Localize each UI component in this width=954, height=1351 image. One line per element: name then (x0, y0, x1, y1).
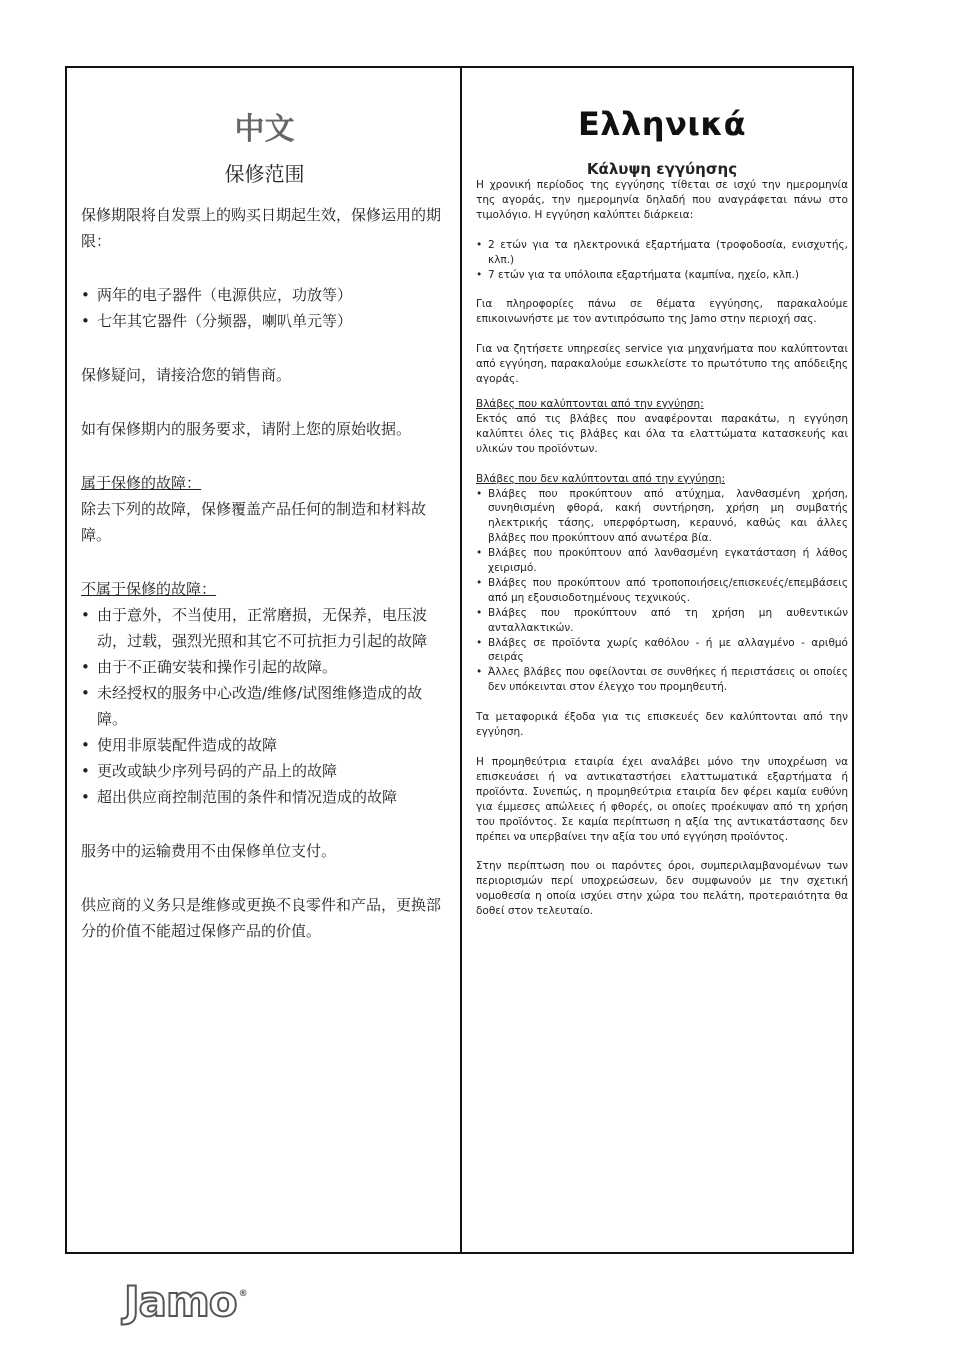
list-item: • 未经授权的服务中心改造/维修/试图维修造成的故障。 (81, 680, 448, 732)
greek-obligation: Η προμηθεύτρια εταιρία έχει αναλάβει μόνο την υποχρέωση να επισκευάσει ή να αντικαταστήσει ελαττωματικά εξαρτήματα ή προϊόντα. Συνεπώς, η προμηθεύτρια εταιρία δεν φέρει καμία ευθύνη για έμμεσες απώλειες ή φθορές, οι οποίες προέκυψαν από τη χρήση του προϊόντος. Σε καμία περίπτωση η αξία της αντικατάστασης δεν πρέπει να υπερβαίνει την αξία του υπό εγγύηση προϊόντος. (476, 756, 848, 843)
chinese-period-list (81, 282, 448, 334)
greek-column (462, 68, 854, 919)
chinese-period-intro: 保修期限将自发票上的购买日期起生效，保修运用的期限： (81, 206, 442, 250)
greek-covered-text: Εκτός από τις βλάβες που αναφέρονται παρακάτω, η εγγύηση καλύπτει όλες τις βλάβες και όλα τα ελαττώματα κατασκευής και υλικών του προϊόντων. (476, 412, 848, 455)
greek-contact: Για πληροφορίες πάνω σε θέματα εγγύησης, παρακαλούμε επικοινωνήστε με τον αντιπρόσωπο της Jamo στην περιοχή σας. (476, 298, 848, 326)
chinese-not-covered-heading: 不属于保修的故障： (81, 580, 217, 598)
list-item: • Βλάβες που προκύπτουν από τροποποιήσεις/επισκευές/επεμβάσεις από μη εξουσιοδοτημένους τεχνικούς. (476, 576, 848, 606)
list-item: • 更改或缺少序列号码的产品上的故障 (81, 758, 448, 784)
greek-subtitle: Κάλυψη εγγύησης (586, 160, 738, 178)
list-item: • Βλάβες που προκύπτουν από λανθασμένη εγκατάσταση ή λάθος χειρισμό. (476, 546, 848, 576)
jamo-logo (124, 1277, 247, 1326)
list-item: • Βλάβες σε προϊόντα χωρίς καθόλου - ή με αλλαγμένο - αριθμό σειράς (476, 636, 848, 666)
chinese-contact: 保修疑问，请接洽您的销售商。 (81, 366, 292, 384)
chinese-not-covered-list (81, 602, 448, 810)
greek-covered-heading: Βλάβες που καλύπτονται από την εγγύηση: (476, 397, 704, 410)
greek-title: Ελληνικά (577, 105, 747, 143)
greek-receipt: Για να ζητήσετε υπηρεσίες service για μηχανήματα που καλύπτονται από εγγύηση, παρακαλούμε εσωκλείστε το πρωτότυπο της απόδειξης αγοράς. (476, 343, 848, 386)
logo-text: Jamo (124, 1277, 237, 1326)
list-item: • 使用非原装配件造成的故障 (81, 732, 448, 758)
greek-period-list (476, 238, 848, 283)
greek-transport: Τα μεταφορικά έξοδα για τις επισκευές δεν καλύπτονται από την εγγύηση. (476, 711, 848, 739)
greek-not-covered-list (476, 487, 848, 696)
chinese-column (67, 68, 460, 944)
chinese-title: 中文 (234, 112, 295, 147)
chinese-covered-text: 除去下列的故障，保修覆盖产品任何的制造和材料故障。 (81, 500, 427, 544)
list-item: • Βλάβες που προκύπτουν από ατύχημα, λανθασμένη χρήση, συνηθισμένη φθορά, κακή συντήρηση, χρήση μη συμβατής ηλεκτρικής τάσης, υπερφόρτωση, κεραυνό, καθώς και άλλες βλάβες που προκύπτουν από ανωτέρα βία. (476, 487, 848, 547)
list-item: • Άλλες βλάβες που οφείλονται σε συνθήκες ή περιστάσεις οι οποίες δεν υπόκεινται στον έλεγχο του προμηθευτή. (476, 665, 848, 695)
registered-mark: ® (238, 1289, 247, 1299)
list-item: • Βλάβες που προκύπτουν από τη χρήση μη αυθεντικών ανταλλακτικών. (476, 606, 848, 636)
list-item: • 七年其它器件（分频器，喇叭单元等） (81, 308, 448, 334)
list-item: • 由于意外，不当使用，正常磨损，无保养，电压波动，过载，强烈光照和其它不可抗拒力引起的故障 (81, 602, 448, 654)
chinese-obligation: 供应商的义务只是维修或更换不良零件和产品，更换部分的价值不能超过保修产品的价值。 (81, 896, 442, 940)
greek-period-intro: Η χρονική περίοδος της εγγύησης τίθεται σε ισχύ την ημερομηνία της αγοράς, την ημερομηνία δηλαδή που αναγράφεται πάνω στο τιμολόγιο. Η εγγύηση καλύπτει διάρκεια: (476, 179, 848, 221)
chinese-receipt: 如有保修期内的服务要求，请附上您的原始收据。 (81, 420, 412, 438)
greek-legal: Στην περίπτωση που οι παρόντες όροι, συμπεριλαμβανομένων των περιορισμών περί υποχρεώσεων, δεν συμφωνούν με την σχετική νομοθεσία η οποία ισχύει στην χώρα του πελάτη, προτεραιότητα θα δοθεί στον τελευταίο. (476, 860, 848, 918)
greek-not-covered-heading: Βλάβες που δεν καλύπτονται από την εγγύηση: (476, 472, 726, 485)
list-item: • 2 ετών για τα ηλεκτρονικά εξαρτήματα (τροφοδοσία, ενισχυτής, κλπ.) (476, 238, 848, 268)
list-item: • 由于不正确安装和操作引起的故障。 (81, 654, 448, 680)
chinese-covered-heading: 属于保修的故障： (81, 474, 202, 492)
list-item: • 两年的电子器件（电源供应，功放等） (81, 282, 448, 308)
chinese-subtitle: 保修范围 (224, 162, 305, 186)
chinese-transport: 服务中的运输费用不由保修单位支付。 (81, 842, 337, 860)
list-item: • 超出供应商控制范围的条件和情况造成的故障 (81, 784, 448, 810)
list-item: • 7 ετών για τα υπόλοιπα εξαρτήματα (καμπίνα, ηχείο, κλπ.) (476, 268, 848, 283)
warranty-table (65, 66, 854, 1254)
